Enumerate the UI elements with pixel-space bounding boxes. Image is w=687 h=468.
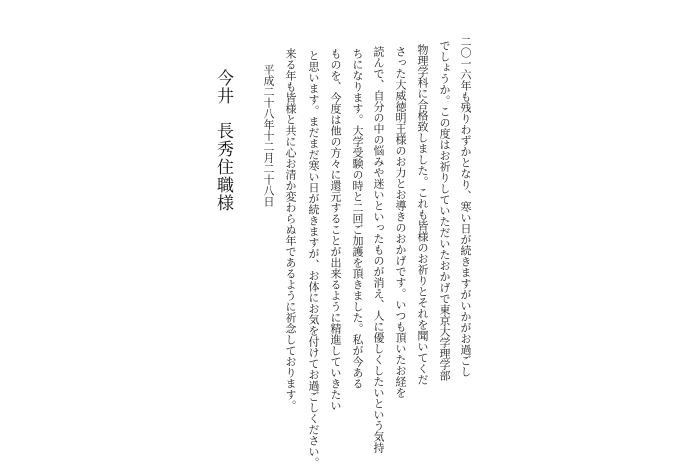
letter-date: 平成二十八年十二月二十八日 [262, 64, 275, 207]
letter-line-5: 読んで、自分の中の悩みや迷いといったものが消え、人に優しくしたいという気持 [372, 46, 385, 453]
letter-line-1: 二〇一六年も残りわずかとなり、寒い日が続きますがいかがお過ごし [459, 36, 472, 377]
letter-line-2: でしょうか。この度はお祈りしていただいたおかげで東京大学理学部 [438, 40, 451, 381]
letter-line-8: と思います。まだまだ寒い日が続きますが、お体にお気を付けてお過ごしください。 [307, 50, 320, 468]
letter-sender-name: 今井 [213, 69, 233, 105]
letter-line-3: 物理学科に合格致しました。これも皆様のお祈りとそれを聞いてくだ [416, 44, 429, 385]
letter-line-6: ちになります。大学受験の時と二回ご加護を頂きました。私が今ある [351, 48, 364, 389]
letter-line-7: ものを、今度は他の方々に還元することが出来るように精進していきたい [329, 48, 342, 411]
letter-line-9: 来る年も皆様と共に心お清か変わらぬ年であるように祈念しております。 [284, 48, 297, 411]
letter-addressee: 長秀住職様 [213, 122, 233, 212]
letter-page [207, 0, 479, 468]
letter-line-4: さった大威徳明王様のお力とお導きのおかげです。いつも頂いたお経を [394, 46, 407, 398]
